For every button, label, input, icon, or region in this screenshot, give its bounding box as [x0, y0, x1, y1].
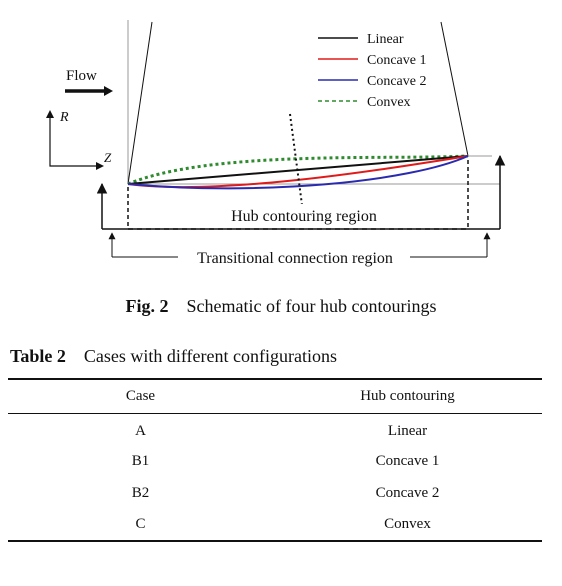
axis-r-label: R	[60, 110, 69, 125]
table-caption-text: Cases with different configurations	[83, 346, 337, 366]
table-caption	[10, 346, 337, 367]
r-axis-arrow-icon	[46, 110, 54, 118]
legend-label-linear: Linear	[367, 32, 404, 47]
hub-region-label: Hub contouring region	[231, 208, 377, 225]
table-caption-label: Table 2	[10, 346, 66, 366]
hub-contouring-cell: Convex	[273, 509, 542, 541]
left-blade-line	[128, 22, 152, 184]
hub-contouring-schematic	[0, 0, 562, 290]
legend-label-concave-1: Concave 1	[367, 53, 427, 68]
hub-contouring-cell: Linear	[387, 422, 428, 439]
hub-contouring-cell: Concave 1	[375, 452, 440, 469]
table-header-row	[8, 379, 542, 413]
transition-region-label: Transitional connection region	[197, 250, 393, 267]
table-row	[8, 413, 542, 445]
figure-caption-label: Fig. 2	[125, 296, 169, 316]
case-cell: B1	[131, 452, 150, 469]
legend	[318, 32, 426, 110]
header-case: Case	[8, 379, 273, 413]
flow-arrowhead-icon	[104, 86, 113, 96]
flow-label: Flow	[66, 68, 97, 84]
z-axis-arrow-icon	[96, 162, 104, 170]
case-cell: B2	[131, 484, 150, 501]
hub-contouring-cell: Concave 2	[375, 484, 440, 501]
table-row	[8, 445, 542, 477]
coordinate-axes	[50, 113, 100, 166]
cases-table	[8, 378, 542, 542]
figure-caption	[0, 296, 562, 317]
right-blade-line	[441, 22, 468, 156]
legend-label-convex: Convex	[367, 95, 411, 110]
case-cell: C	[8, 509, 273, 541]
axis-z-label: Z	[104, 150, 112, 165]
legend-label-concave-2: Concave 2	[367, 74, 427, 89]
case-cell: A	[135, 422, 146, 439]
table-row	[8, 509, 542, 541]
table-row	[8, 477, 542, 509]
header-hub-contouring: Hub contouring	[273, 379, 542, 413]
figure-caption-text: Schematic of four hub contourings	[186, 296, 437, 316]
